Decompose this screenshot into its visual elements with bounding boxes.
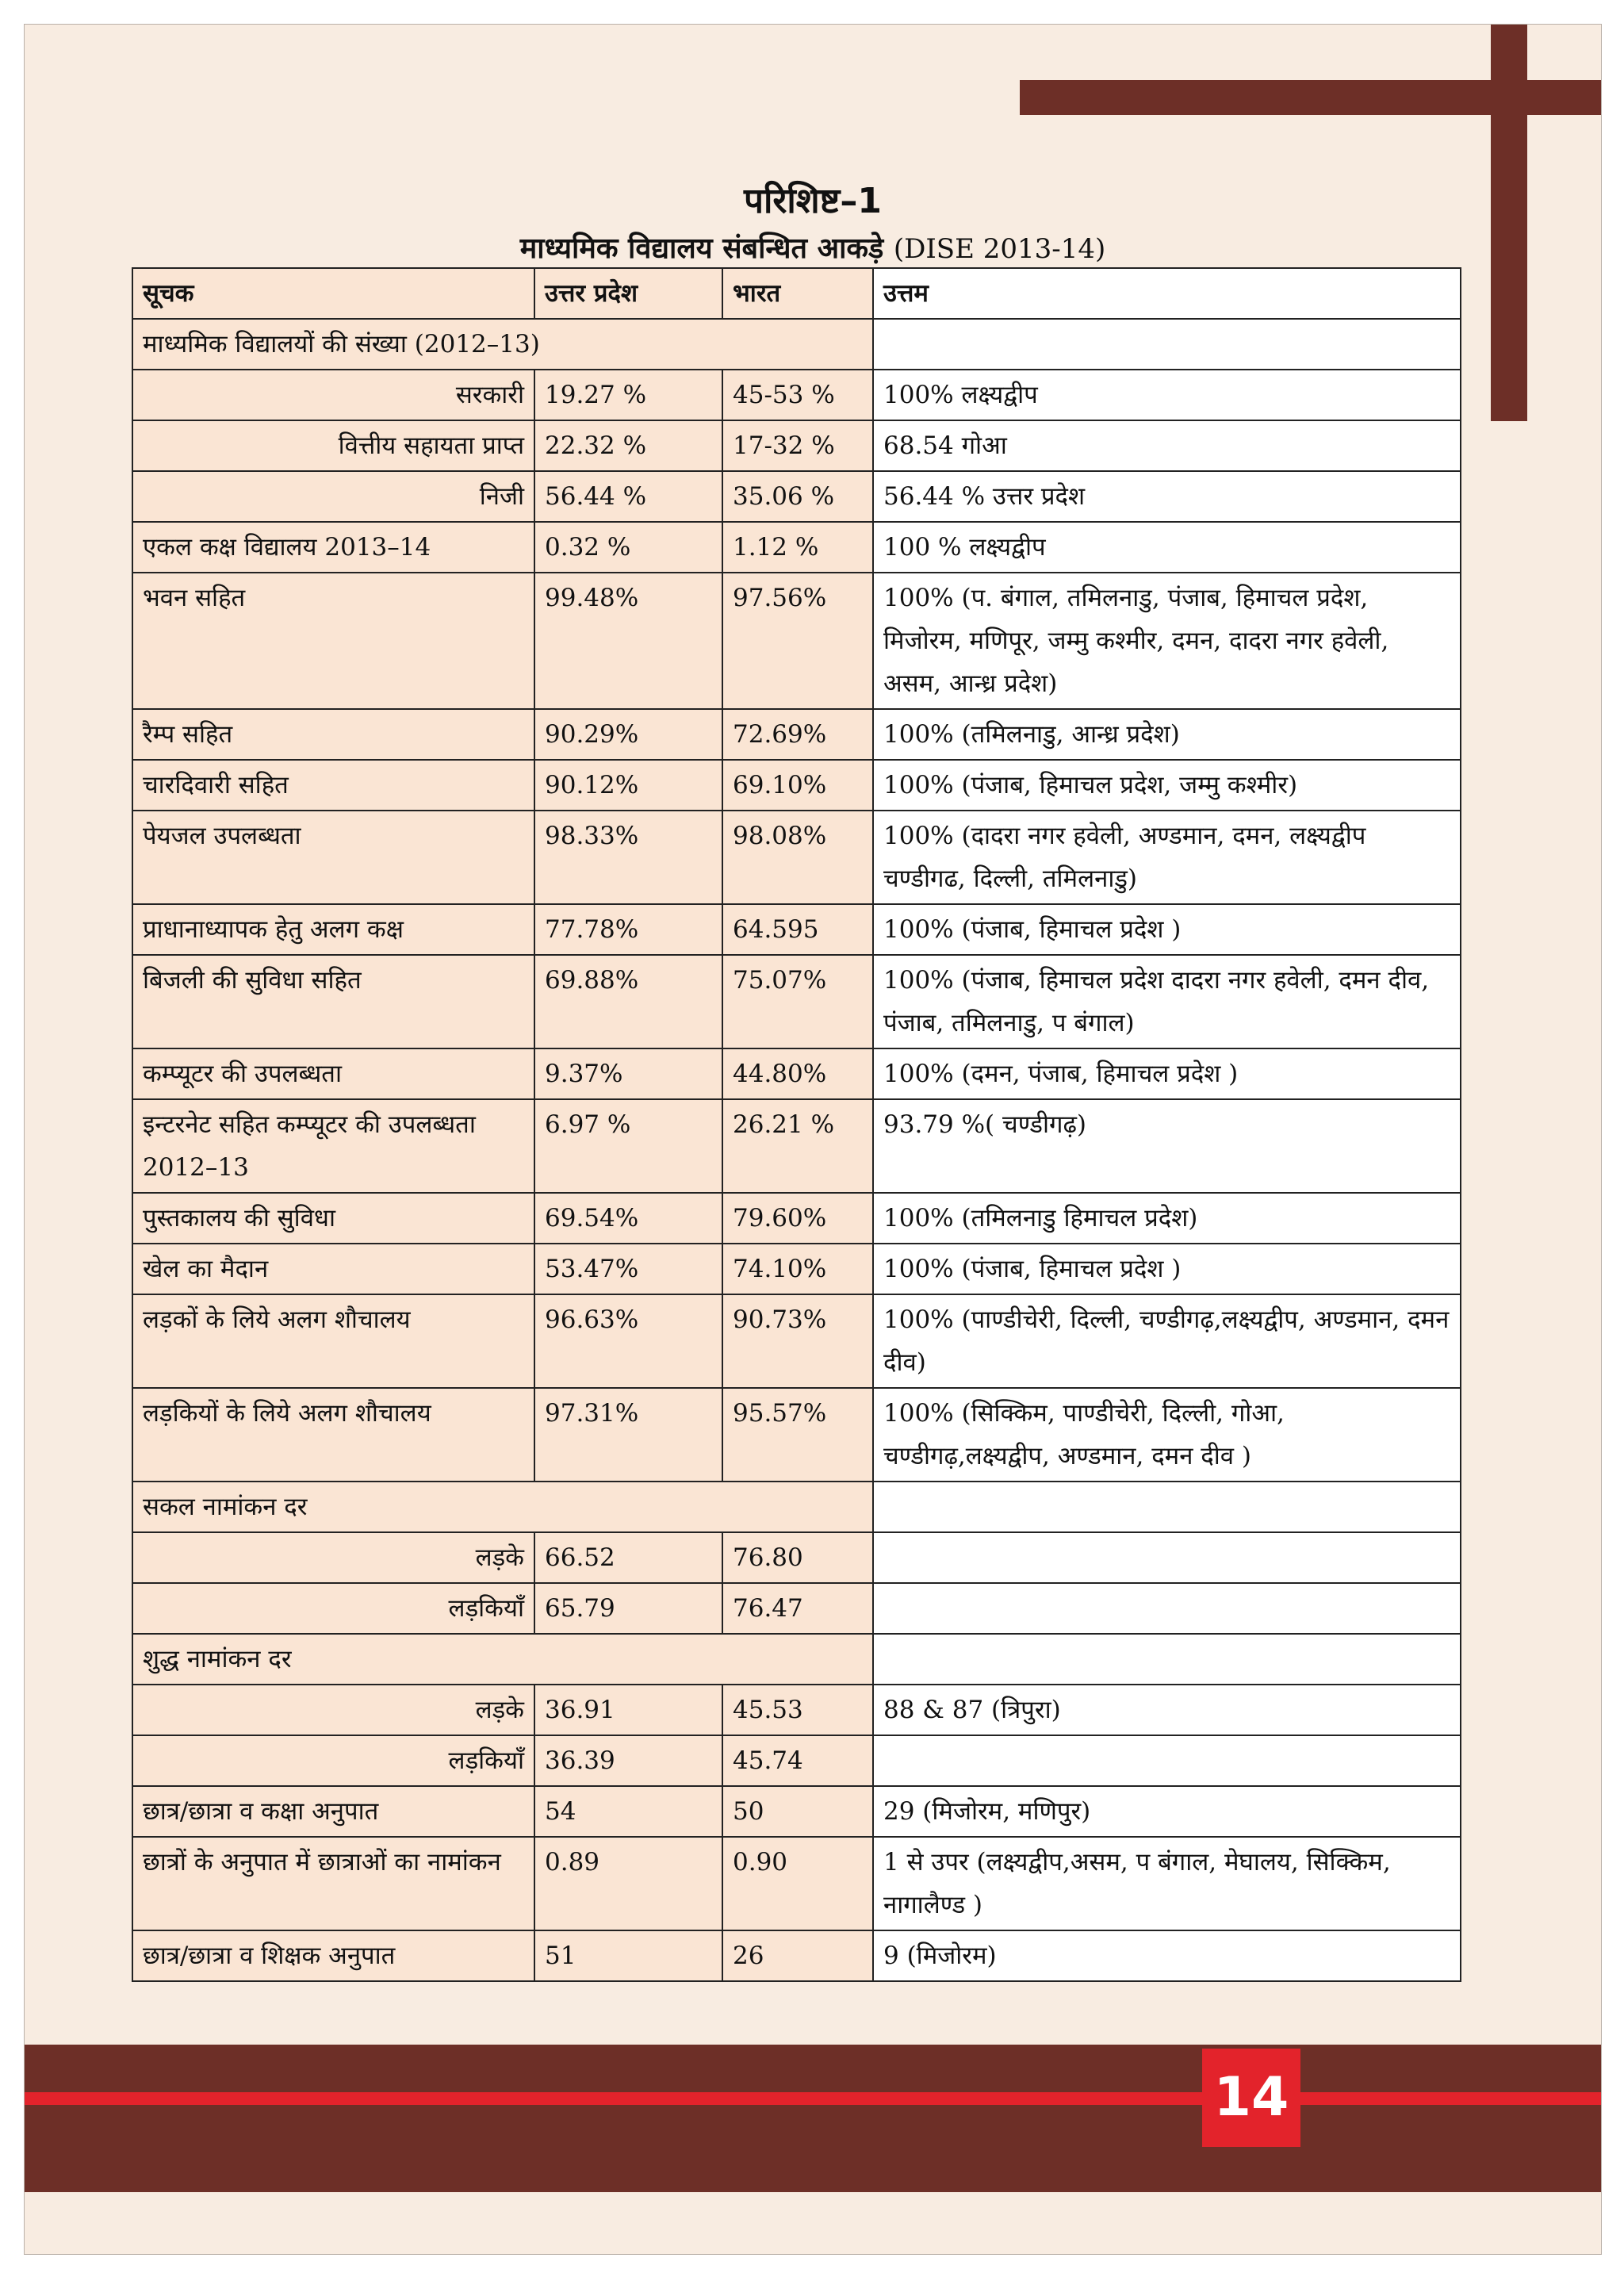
cell-indicator: वित्तीय सहायता प्राप्त	[132, 420, 534, 471]
cell-india: 76.80	[722, 1532, 873, 1583]
cell-best	[873, 319, 1461, 370]
table-row	[132, 811, 1461, 904]
table-row	[132, 319, 1461, 370]
page-number: 14	[1202, 2049, 1300, 2147]
cell-best: 93.79 %( चण्डीगढ़)	[873, 1099, 1461, 1193]
table-row	[132, 1634, 1461, 1685]
cell-up: 98.33%	[534, 811, 722, 904]
cell-india: 69.10%	[722, 760, 873, 811]
cell-best: 100% (तमिलनाडु, आन्ध्र प्रदेश)	[873, 709, 1461, 760]
cell-india: 79.60%	[722, 1193, 873, 1244]
table-row	[132, 1388, 1461, 1482]
cell-up: 69.54%	[534, 1193, 722, 1244]
table-row	[132, 1244, 1461, 1294]
subtitle-text: माध्यमिक विद्यालय संबन्धित आकड़े	[519, 232, 884, 265]
cell-indicator: बिजली की सुविधा सहित	[132, 955, 534, 1048]
cell-india: 45.74	[722, 1735, 873, 1786]
table-row	[132, 1735, 1461, 1786]
cell-best: 100% (दमन, पंजाब, हिमाचल प्रदेश )	[873, 1048, 1461, 1099]
footer-red-line	[25, 2092, 1601, 2105]
footer-band-bottom	[25, 2105, 1601, 2192]
cell-india: 45.53	[722, 1685, 873, 1735]
table-row	[132, 1532, 1461, 1583]
cell-india: 97.56%	[722, 573, 873, 709]
table-row	[132, 370, 1461, 420]
table-row	[132, 1048, 1461, 1099]
cell-best	[873, 1482, 1461, 1532]
cell-indicator: भवन सहित	[132, 573, 534, 709]
cell-indicator: एकल कक्ष विद्यालय 2013–14	[132, 522, 534, 573]
table-row	[132, 1837, 1461, 1930]
cell-indicator: छात्र/छात्रा व कक्षा अनुपात	[132, 1786, 534, 1837]
cell-best: 100% (पंजाब, हिमाचल प्रदेश दादरा नगर हवेली, दमन दीव, पंजाब, तमिलनाडु, प बंगाल)	[873, 955, 1461, 1048]
cell-indicator: पुस्तकालय की सुविधा	[132, 1193, 534, 1244]
header-best: उत्तम	[873, 268, 1461, 319]
table-row	[132, 1786, 1461, 1837]
cell-india: 95.57%	[722, 1388, 873, 1482]
table-row	[132, 760, 1461, 811]
section-label: सकल नामांकन दर	[132, 1482, 873, 1532]
cell-india: 35.06 %	[722, 471, 873, 522]
table-row	[132, 955, 1461, 1048]
page	[24, 24, 1602, 2255]
cell-indicator: प्राधानाध्यापक हेतु अलग कक्ष	[132, 904, 534, 955]
cell-up: 53.47%	[534, 1244, 722, 1294]
cell-india: 98.08%	[722, 811, 873, 904]
cell-indicator: लड़कों के लिये अलग शौचालय	[132, 1294, 534, 1388]
cell-up: 90.12%	[534, 760, 722, 811]
cell-best: 100% (तमिलनाडु हिमाचल प्रदेश)	[873, 1193, 1461, 1244]
cell-indicator: चारदिवारी सहित	[132, 760, 534, 811]
table-row	[132, 420, 1461, 471]
cell-up: 77.78%	[534, 904, 722, 955]
cell-indicator: रैम्प सहित	[132, 709, 534, 760]
cell-india: 72.69%	[722, 709, 873, 760]
cell-india: 74.10%	[722, 1244, 873, 1294]
cell-india: 0.90	[722, 1837, 873, 1930]
cell-up: 19.27 %	[534, 370, 722, 420]
header-up: उत्तर प्रदेश	[534, 268, 722, 319]
cell-up: 96.63%	[534, 1294, 722, 1388]
cell-up: 0.32 %	[534, 522, 722, 573]
table-row	[132, 1193, 1461, 1244]
cell-best: 1 से उपर (लक्ष्यद्वीप,असम, प बंगाल, मेघालय, सिक्किम, नागालैण्ड )	[873, 1837, 1461, 1930]
cell-best	[873, 1634, 1461, 1685]
cell-up: 56.44 %	[534, 471, 722, 522]
table-row	[132, 904, 1461, 955]
cell-best: 100% लक्ष्यद्वीप	[873, 370, 1461, 420]
table-header-row	[132, 268, 1461, 319]
cell-best: 100 % लक्ष्यद्वीप	[873, 522, 1461, 573]
cell-best: 100% (पंजाब, हिमाचल प्रदेश )	[873, 904, 1461, 955]
cell-up: 9.37%	[534, 1048, 722, 1099]
table-row	[132, 1583, 1461, 1634]
table-row	[132, 1099, 1461, 1193]
header-india: भारत	[722, 268, 873, 319]
cell-best: 29 (मिजोरम, मणिपुर)	[873, 1786, 1461, 1837]
cell-india: 45-53 %	[722, 370, 873, 420]
cell-india: 76.47	[722, 1583, 873, 1634]
cell-best: 88 & 87 (त्रिपुरा)	[873, 1685, 1461, 1735]
cell-best: 100% (पंजाब, हिमाचल प्रदेश )	[873, 1244, 1461, 1294]
table-body	[132, 268, 1461, 1981]
cell-india: 26.21 %	[722, 1099, 873, 1193]
cell-best: 100% (पंजाब, हिमाचल प्रदेश, जम्मु कश्मीर)	[873, 760, 1461, 811]
cell-indicator: सरकारी	[132, 370, 534, 420]
cell-indicator: निजी	[132, 471, 534, 522]
table-row	[132, 573, 1461, 709]
cell-up: 65.79	[534, 1583, 722, 1634]
cell-indicator: छात्रों के अनुपात में छात्राओं का नामांकन	[132, 1837, 534, 1930]
cell-india: 50	[722, 1786, 873, 1837]
header-indicator: सूचक	[132, 268, 534, 319]
cell-indicator: छात्र/छात्रा व शिक्षक अनुपात	[132, 1930, 534, 1981]
cell-best: 56.44 % उत्तर प्रदेश	[873, 471, 1461, 522]
decorative-horizontal-bar	[1020, 80, 1601, 115]
cell-india: 26	[722, 1930, 873, 1981]
cell-up: 90.29%	[534, 709, 722, 760]
cell-indicator: इन्टरनेट सहित कम्प्यूटर की उपलब्धता 2012–13	[132, 1099, 534, 1193]
cell-best: 68.54 गोआ	[873, 420, 1461, 471]
section-label: शुद्ध नामांकन दर	[132, 1634, 873, 1685]
page-subtitle	[25, 228, 1601, 266]
cell-best: 100% (पाण्डीचेरी, दिल्ली, चण्डीगढ़,लक्ष्यद्वीप, अण्डमान, दमन दीव)	[873, 1294, 1461, 1388]
cell-up: 54	[534, 1786, 722, 1837]
table-row	[132, 709, 1461, 760]
cell-best	[873, 1583, 1461, 1634]
cell-indicator: कम्प्यूटर की उपलब्धता	[132, 1048, 534, 1099]
table-row	[132, 1482, 1461, 1532]
cell-indicator: लड़कियों के लिये अलग शौचालय	[132, 1388, 534, 1482]
cell-best	[873, 1735, 1461, 1786]
cell-india: 44.80%	[722, 1048, 873, 1099]
cell-up: 99.48%	[534, 573, 722, 709]
cell-best: 9 (मिजोरम)	[873, 1930, 1461, 1981]
cell-indicator: लड़के	[132, 1685, 534, 1735]
cell-indicator: लड़कियाँ	[132, 1583, 534, 1634]
cell-up: 36.91	[534, 1685, 722, 1735]
cell-indicator: खेल का मैदान	[132, 1244, 534, 1294]
table-row	[132, 1294, 1461, 1388]
cell-indicator: लड़कियाँ	[132, 1735, 534, 1786]
table-row	[132, 471, 1461, 522]
table-row	[132, 1685, 1461, 1735]
cell-up: 36.39	[534, 1735, 722, 1786]
table-row	[132, 522, 1461, 573]
cell-best: 100% (प. बंगाल, तमिलनाडु, पंजाब, हिमाचल प्रदेश, मिजोरम, मणिपूर, जम्मु कश्मीर, दमन, दादरा नगर हवेली, असम, आन्ध्र प्रदेश)	[873, 573, 1461, 709]
cell-best	[873, 1532, 1461, 1583]
cell-india: 17-32 %	[722, 420, 873, 471]
cell-up: 69.88%	[534, 955, 722, 1048]
cell-up: 0.89	[534, 1837, 722, 1930]
cell-up: 22.32 %	[534, 420, 722, 471]
cell-up: 97.31%	[534, 1388, 722, 1482]
cell-up: 6.97 %	[534, 1099, 722, 1193]
cell-india: 90.73%	[722, 1294, 873, 1388]
section-label: माध्यमिक विद्यालयों की संख्या (2012–13)	[132, 319, 873, 370]
cell-indicator: पेयजल उपलब्धता	[132, 811, 534, 904]
cell-indicator: लड़के	[132, 1532, 534, 1583]
cell-india: 1.12 %	[722, 522, 873, 573]
cell-best: 100% (सिक्किम, पाण्डीचेरी, दिल्ली, गोआ, चण्डीगढ़,लक्ष्यद्वीप, अण्डमान, दमन दीव )	[873, 1388, 1461, 1482]
cell-up: 66.52	[534, 1532, 722, 1583]
cell-up: 51	[534, 1930, 722, 1981]
footer-band-top	[25, 2045, 1601, 2092]
cell-best: 100% (दादरा नगर हवेली, अण्डमान, दमन, लक्ष्यद्वीप चण्डीगढ, दिल्ली, तमिलनाडु)	[873, 811, 1461, 904]
cell-india: 64.595	[722, 904, 873, 955]
page-title: परिशिष्ट–1	[743, 181, 882, 221]
table-row	[132, 1930, 1461, 1981]
subtitle-source: (DISE 2013-14)	[893, 233, 1106, 265]
data-table	[132, 267, 1461, 1982]
cell-india: 75.07%	[722, 955, 873, 1048]
